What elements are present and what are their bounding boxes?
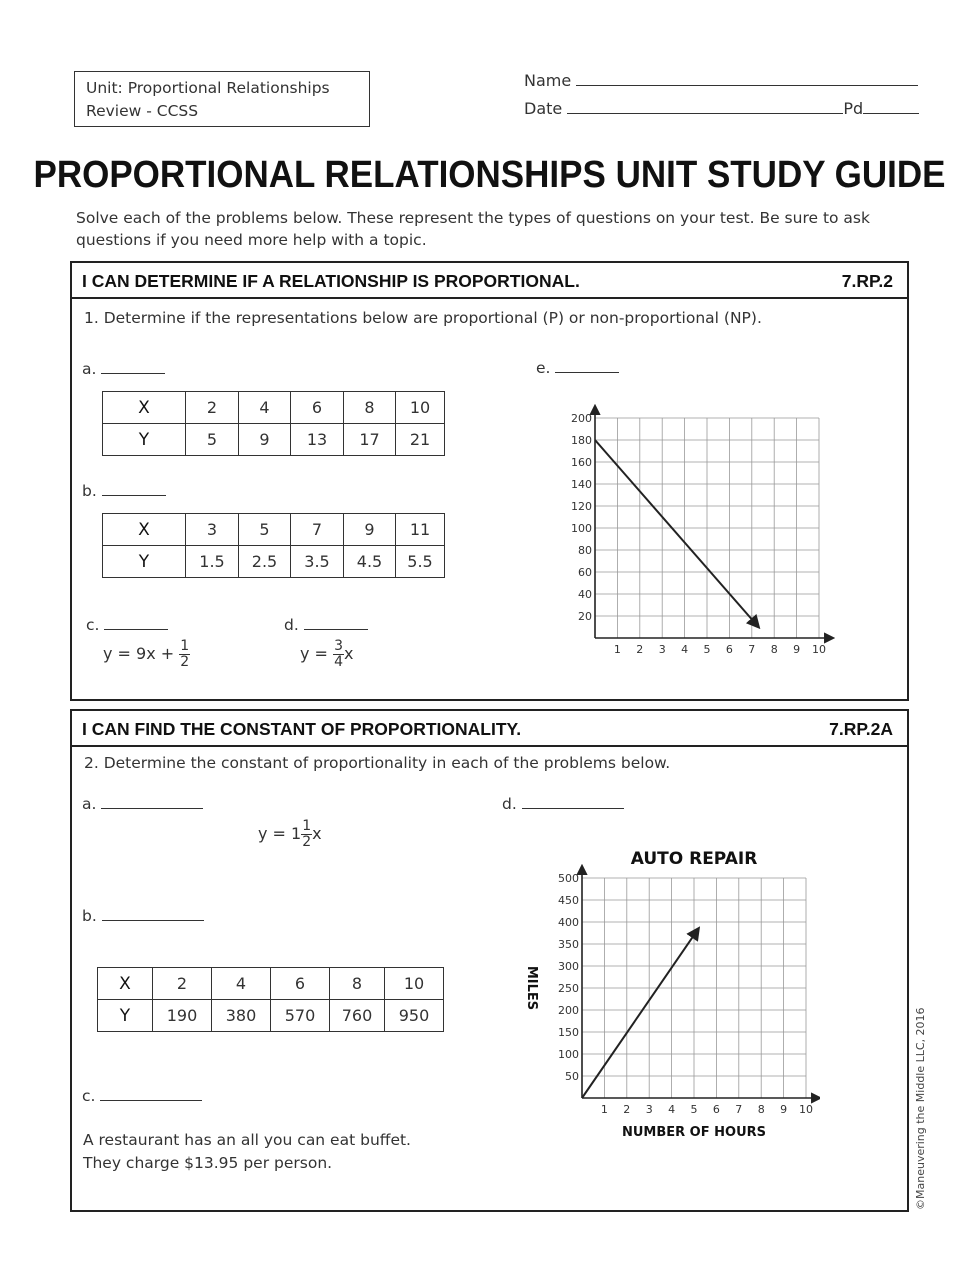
table-cell: 13 — [291, 424, 344, 456]
table-cell: 10 — [385, 968, 444, 1000]
fraction — [333, 639, 344, 670]
fraction — [179, 639, 190, 670]
q1b-label: b. — [82, 482, 97, 500]
x-tick-label: 2 — [636, 643, 644, 656]
q2a-answer[interactable] — [101, 794, 203, 809]
date-label: Date — [524, 99, 563, 118]
x-tick-label: 7 — [735, 1103, 743, 1116]
table-cell: 11 — [396, 514, 445, 546]
x-tick-label: 4 — [681, 643, 689, 656]
table-header-y: Y — [98, 1000, 153, 1032]
eq-text: y = — [300, 644, 328, 663]
table-cell: 570 — [271, 1000, 330, 1032]
q1a-table — [102, 391, 445, 456]
q1d-row — [284, 615, 368, 634]
section2-standard: 7.RP.2A — [829, 719, 893, 739]
x-tick-label: 6 — [725, 643, 733, 656]
y-tick-label: 20 — [578, 610, 592, 623]
q1a-answer[interactable] — [101, 359, 165, 374]
y-tick-label: 500 — [558, 872, 579, 885]
y-tick-label: 40 — [578, 588, 592, 601]
name-label: Name — [524, 71, 572, 90]
x-tick-label: 6 — [712, 1103, 720, 1116]
q1e-answer[interactable] — [555, 358, 619, 373]
table-cell: 8 — [344, 392, 396, 424]
q2a-label: a. — [82, 795, 97, 813]
table-header-x: X — [103, 392, 186, 424]
q2c-row — [82, 1086, 202, 1105]
q2b-label: b. — [82, 907, 97, 925]
table-header-y: Y — [103, 424, 186, 456]
table-cell: 2 — [186, 392, 239, 424]
table-cell: 380 — [212, 1000, 271, 1032]
y-tick-label: 120 — [571, 500, 592, 513]
table-cell: 9 — [239, 424, 291, 456]
series-line — [582, 929, 698, 1098]
table-cell: 760 — [330, 1000, 385, 1032]
q2a-equation — [258, 819, 322, 850]
name-field[interactable] — [576, 71, 918, 86]
section2-heading: I CAN FIND THE CONSTANT OF PROPORTIONALITY. — [82, 719, 522, 739]
x-tick-label: 8 — [757, 1103, 765, 1116]
x-tick-label: 2 — [623, 1103, 631, 1116]
x-tick-label: 10 — [799, 1103, 813, 1116]
table-cell: 21 — [396, 424, 445, 456]
question-2: 2. Determine the constant of proportionality in each of the problems below. — [84, 754, 671, 772]
y-tick-label: 300 — [558, 960, 579, 973]
x-tick-label: 1 — [613, 643, 621, 656]
section1-standard: 7.RP.2 — [841, 271, 893, 291]
x-tick-label: 3 — [645, 1103, 653, 1116]
table-cell: 9 — [344, 514, 396, 546]
q2b-row — [82, 906, 204, 925]
unit-line-1: Unit: Proportional Relationships — [86, 79, 330, 97]
unit-line-2: Review - CCSS — [86, 102, 199, 120]
q2c-answer[interactable] — [100, 1086, 202, 1101]
table-cell: 6 — [271, 968, 330, 1000]
table-cell: 4.5 — [344, 546, 396, 578]
y-tick-label: 50 — [565, 1070, 579, 1083]
q2d-label: d. — [502, 795, 517, 813]
denominator: 2 — [302, 834, 312, 850]
page-title: PROPORTIONAL RELATIONSHIPS UNIT STUDY GUIDE — [33, 153, 946, 196]
q1b-row — [82, 481, 166, 500]
denominator: 4 — [334, 654, 343, 670]
q2c-line-2: They charge $13.95 per person. — [83, 1154, 333, 1172]
q1b-answer[interactable] — [102, 481, 166, 496]
q1e-row — [536, 358, 619, 377]
q2d-row — [502, 794, 624, 813]
table-cell: 1.5 — [186, 546, 239, 578]
table-header-x: X — [103, 514, 186, 546]
y-tick-label: 250 — [558, 982, 579, 995]
table-cell: 5 — [239, 514, 291, 546]
table-cell: 190 — [153, 1000, 212, 1032]
y-tick-label: 180 — [571, 434, 592, 447]
table-row — [103, 424, 445, 456]
x-tick-label: 3 — [658, 643, 666, 656]
q2c-label: c. — [82, 1087, 96, 1105]
copyright: ©Maneuvering the Middle LLC, 2016 — [914, 1007, 927, 1210]
y-tick-label: 450 — [558, 894, 579, 907]
table-cell: 4 — [212, 968, 271, 1000]
section1-heading: I CAN DETERMINE IF A RELATIONSHIP IS PROPORTIONAL. — [82, 271, 580, 291]
q2b-answer[interactable] — [102, 906, 204, 921]
unit-box — [74, 71, 370, 127]
table-cell: 4 — [239, 392, 291, 424]
table-cell: 5.5 — [396, 546, 445, 578]
table-row — [103, 514, 445, 546]
chart-title: AUTO REPAIR — [630, 849, 758, 869]
intro-text: Solve each of the problems below. These represent the types of questions on your test. Be sure to ask questions if you need more help with a topic. — [76, 209, 870, 249]
eq-var: x — [312, 824, 322, 843]
q1d-label: d. — [284, 616, 299, 634]
table-cell: 3 — [186, 514, 239, 546]
table-cell: 17 — [344, 424, 396, 456]
q1a-label: a. — [82, 360, 97, 378]
x-tick-label: 8 — [770, 643, 778, 656]
table-cell: 8 — [330, 968, 385, 1000]
q2a-row — [82, 794, 203, 813]
graph-1e — [540, 398, 840, 664]
series-line — [595, 440, 759, 627]
question-1: 1. Determine if the representations below are proportional (P) or non-proportional (NP). — [84, 309, 762, 327]
y-tick-label: 200 — [571, 412, 592, 425]
y-tick-label: 100 — [558, 1048, 579, 1061]
y-axis-label: MILES — [524, 965, 539, 1011]
x-tick-label: 4 — [668, 1103, 676, 1116]
x-tick-label: 5 — [703, 643, 711, 656]
date-row — [524, 99, 919, 118]
table-cell: 2.5 — [239, 546, 291, 578]
name-row — [524, 71, 918, 90]
table-row — [103, 546, 445, 578]
y-tick-label: 140 — [571, 478, 592, 491]
x-axis-label: NUMBER OF HOURS — [621, 1125, 767, 1140]
q2b-table — [97, 967, 444, 1032]
numerator: 1 — [302, 818, 312, 834]
x-tick-label: 10 — [812, 643, 826, 656]
x-tick-label: 9 — [793, 643, 801, 656]
fraction — [301, 819, 312, 850]
q1d-answer[interactable] — [304, 615, 368, 630]
y-tick-label: 400 — [558, 916, 579, 929]
pd-field[interactable] — [863, 99, 919, 114]
table-cell: 950 — [385, 1000, 444, 1032]
graph-auto-repair — [520, 842, 820, 1142]
q1c-equation — [103, 639, 190, 670]
q1d-equation — [300, 639, 353, 670]
date-field[interactable] — [567, 99, 843, 114]
table-row — [103, 392, 445, 424]
table-row — [98, 968, 444, 1000]
pd-label: Pd — [843, 99, 864, 118]
eq-text: y = 9x + — [103, 644, 175, 663]
y-tick-label: 100 — [571, 522, 592, 535]
table-header-y: Y — [103, 546, 186, 578]
q1b-table — [102, 513, 445, 578]
section1-header — [72, 263, 907, 299]
q1e-label: e. — [536, 359, 551, 377]
y-tick-label: 150 — [558, 1026, 579, 1039]
q2c-line-1: A restaurant has an all you can eat buffet. — [83, 1131, 411, 1149]
y-tick-label: 60 — [578, 566, 592, 579]
q1a-row — [82, 359, 165, 378]
table-row — [98, 1000, 444, 1032]
numerator: 1 — [180, 638, 190, 654]
x-tick-label: 9 — [780, 1103, 788, 1116]
q1c-label: c. — [86, 616, 100, 634]
y-tick-label: 160 — [571, 456, 592, 469]
numerator: 3 — [334, 638, 343, 654]
eq-var: x — [343, 644, 354, 663]
q2c-text — [83, 1129, 411, 1175]
x-tick-label: 1 — [600, 1103, 608, 1116]
x-tick-label: 7 — [748, 643, 756, 656]
y-tick-label: 200 — [558, 1004, 579, 1017]
section2-header — [72, 711, 907, 747]
table-cell: 3.5 — [291, 546, 344, 578]
table-cell: 6 — [291, 392, 344, 424]
table-header-x: X — [98, 968, 153, 1000]
table-cell: 10 — [396, 392, 445, 424]
q1c-answer[interactable] — [104, 615, 168, 630]
y-tick-label: 80 — [578, 544, 592, 557]
eq-text: y = 1 — [258, 824, 302, 843]
table-cell: 2 — [153, 968, 212, 1000]
q1c-row — [86, 615, 168, 634]
table-cell: 7 — [291, 514, 344, 546]
denominator: 2 — [180, 654, 190, 670]
q2d-answer[interactable] — [522, 794, 624, 809]
table-cell: 5 — [186, 424, 239, 456]
y-tick-label: 350 — [558, 938, 579, 951]
x-tick-label: 5 — [690, 1103, 698, 1116]
